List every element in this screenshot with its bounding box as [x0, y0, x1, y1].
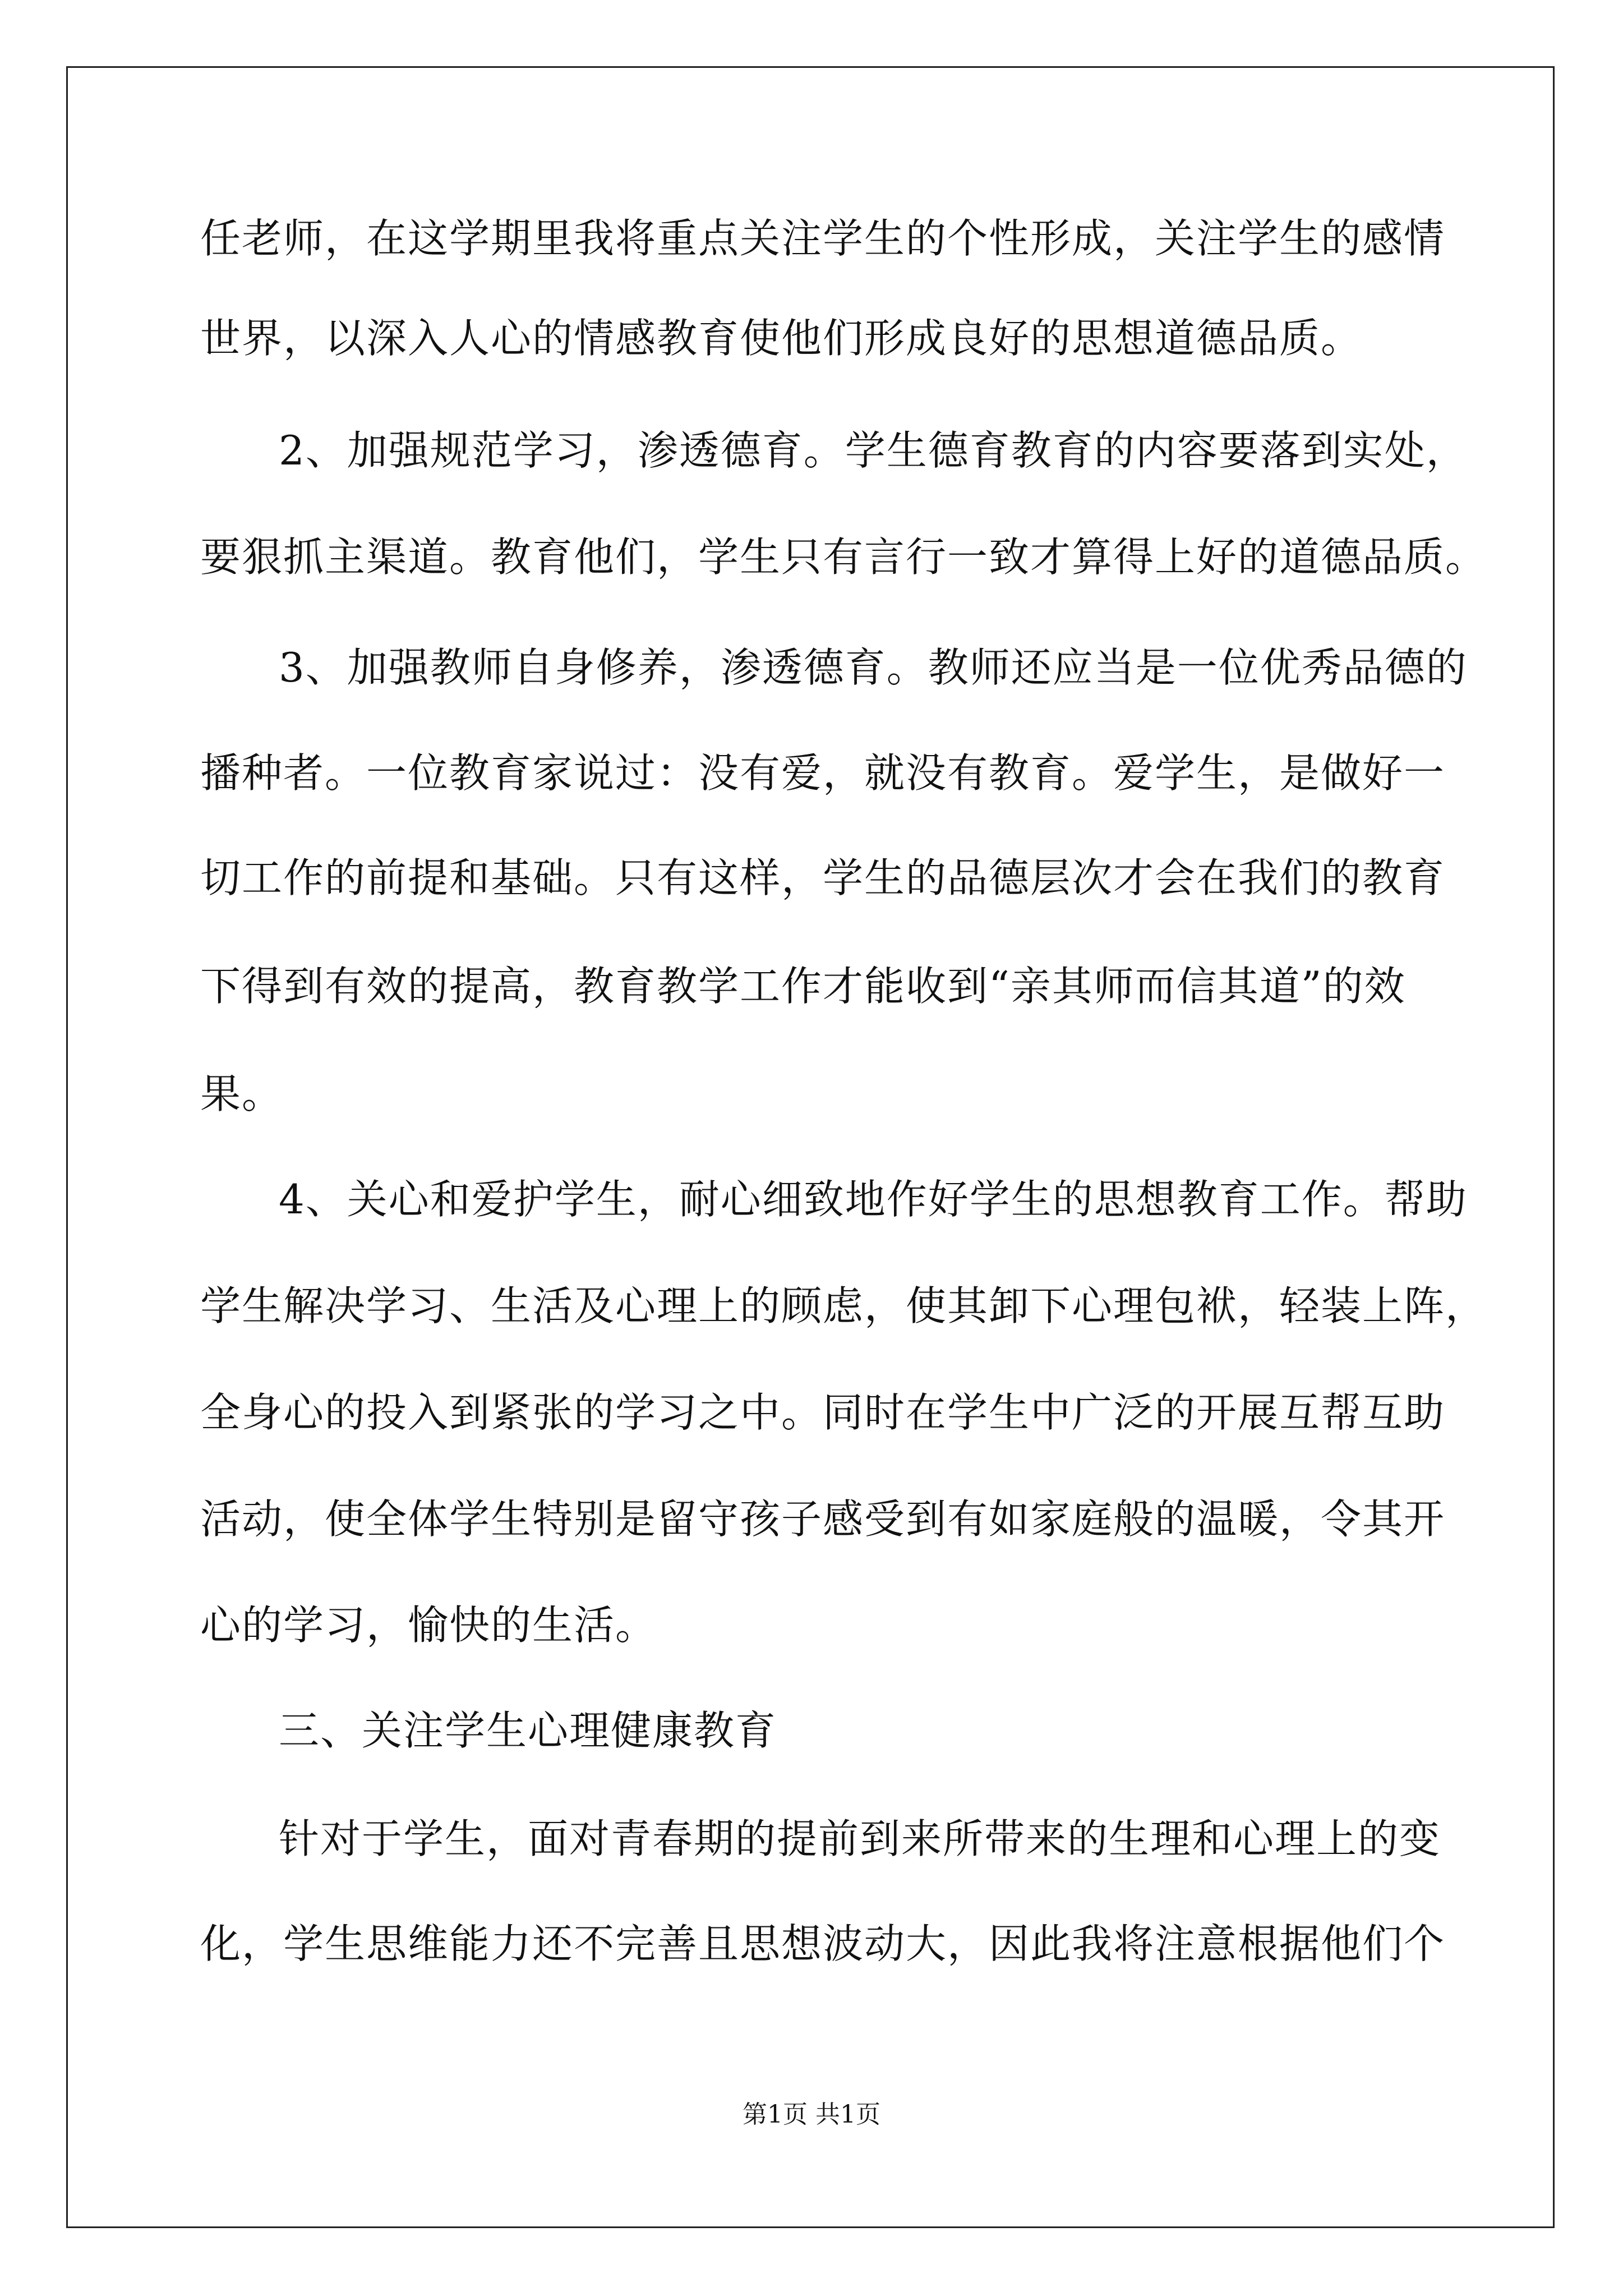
text-line: 要狠抓主渠道。教育他们，学生只有言行一致才算得上好的道德品质。 [200, 533, 1487, 581]
section-heading: 三、关注学生心理健康教育 [279, 1707, 777, 1754]
text-line: 心的学习，愉快的生活。 [200, 1602, 657, 1649]
text-line: 3、加强教师自身修养，渗透德育。教师还应当是一位优秀品德的 [279, 644, 1468, 691]
page-number-footer: 第1页 共1页 [743, 2100, 880, 2129]
text-line: 全身心的投入到紧张的学习之中。同时在学生中广泛的开展互帮互助 [200, 1389, 1446, 1436]
text-line: 世界，以深入人心的情感教育使他们形成良好的思想道德品质。 [200, 315, 1363, 362]
text-line: 果。 [200, 1070, 284, 1117]
text-line: 下得到有效的提高，教育教学工作才能收到“亲其师而信其道”的效 [200, 963, 1406, 1010]
text-line: 活动，使全体学生特别是留守孩子感受到有如家庭般的温暖，令其开 [200, 1496, 1446, 1543]
text-line: 化，学生思维能力还不完善且思想波动大，因此我将注意根据他们个 [200, 1920, 1446, 1967]
page-border [66, 66, 1555, 2228]
text-line: 切工作的前提和基础。只有这样，学生的品德层次才会在我们的教育 [200, 854, 1446, 901]
text-line: 2、加强规范学习，渗透德育。学生德育教育的内容要落到实处， [279, 427, 1468, 474]
text-line: 任老师，在这学期里我将重点关注学生的个性形成，关注学生的感情 [200, 215, 1446, 262]
text-line: 针对于学生，面对青春期的提前到来所带来的生理和心理上的变 [279, 1815, 1441, 1862]
text-line: 播种者。一位教育家说过：没有爱，就没有教育。爱学生，是做好一 [200, 749, 1446, 797]
text-line: 4、关心和爱护学生，耐心细致地作好学生的思想教育工作。帮助 [279, 1176, 1468, 1223]
text-line: 学生解决学习、生活及心理上的顾虑，使其卸下心理包袱，轻装上阵， [200, 1282, 1487, 1329]
